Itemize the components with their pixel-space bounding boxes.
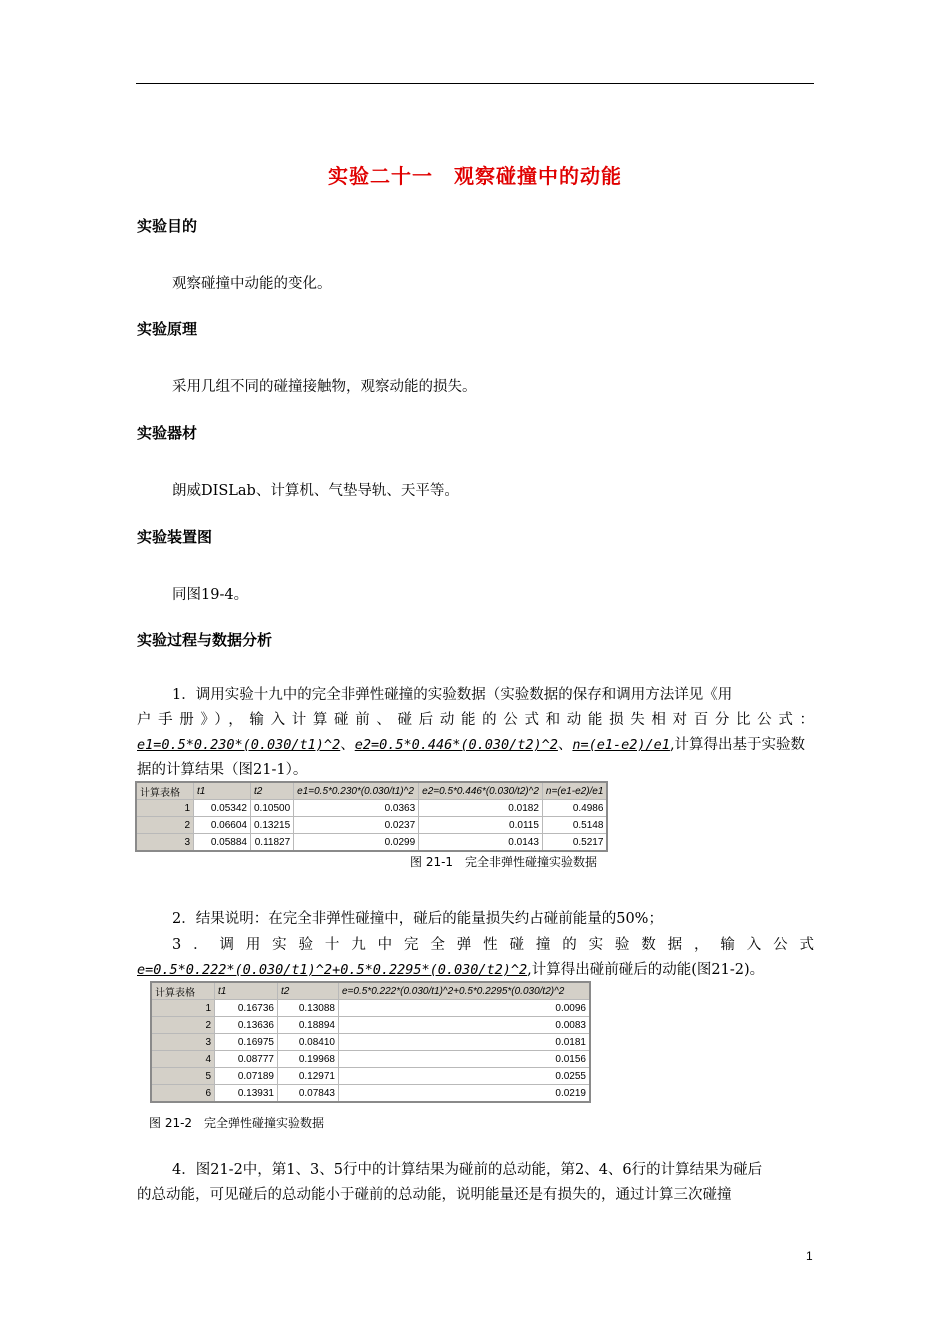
formula-e: e=0.5*0.222*(0.030/t1)^2+0.5*0.2295*(0.030/t2)^2 [137,962,528,978]
page-number: 1 [806,1249,813,1263]
table-row [136,800,607,817]
row-index: 4 [151,1051,215,1068]
table-header-row [136,782,607,800]
formula-e2: e2=0.5*0.446*(0.030/t2)^2 [354,737,558,753]
setup-heading: 实验装置图 [137,528,213,546]
table-cell: 0.11827 [251,834,294,852]
table-cell: 0.10500 [251,800,294,817]
table-cell: 0.0237 [294,817,419,834]
table-cell: 0.5148 [542,817,607,834]
table-header-row [151,982,590,1000]
table-header-cell: n=(e1-e2)/e1 [542,782,607,800]
table-cell: 0.19968 [278,1051,339,1068]
table-header-cell: e2=0.5*0.446*(0.030/t2)^2 [419,782,543,800]
table-cell: 0.0363 [294,800,419,817]
calc-table-2 [150,981,591,1103]
table-row [151,1085,590,1103]
table-cell: 0.0181 [339,1034,591,1051]
row-index: 2 [136,817,194,834]
formula-sep-1: 、 [340,737,355,753]
row-index: 3 [151,1034,215,1051]
step4-line1: 4．图21-2中，第1、3、5行中的计算结果为碰前的总动能，第2、4、6行的计算结果为碰后 [172,1162,763,1178]
equipment-heading: 实验器材 [137,424,198,442]
equipment-text: 朗威DISLab、计算机、气垫导轨、天平等。 [172,483,459,499]
table2-caption: 图 21-2 完全弹性碰撞实验数据 [149,1116,325,1130]
table-cell: 0.0219 [339,1085,591,1103]
step2-text: 2．结果说明：在完全非弹性碰撞中，碰后的能量损失约占碰前能量的50%； [172,911,663,927]
table-cell: 0.13931 [215,1085,278,1103]
table-cell: 0.05884 [194,834,251,852]
table-header-cell: t1 [194,782,251,800]
table-header-cell: e1=0.5*0.230*(0.030/t1)^2 [294,782,419,800]
step1-line4: 据的计算结果（图21-1）。 [137,762,308,778]
purpose-heading: 实验目的 [137,217,198,235]
table-row [151,1000,590,1017]
row-index: 3 [136,834,194,852]
table-header-cell: 计算表格 [136,782,194,800]
table-cell: 0.16975 [215,1034,278,1051]
table-row [136,834,607,852]
table-header-cell: 计算表格 [151,982,215,1000]
row-index: 6 [151,1085,215,1103]
table-cell: 0.0143 [419,834,543,852]
table-cell: 0.0083 [339,1017,591,1034]
table-cell: 0.18894 [278,1017,339,1034]
row-index: 1 [136,800,194,817]
calc-table-1 [135,781,608,852]
table-cell: 0.07843 [278,1085,339,1103]
table-cell: 0.07189 [215,1068,278,1085]
table-cell: 0.16736 [215,1000,278,1017]
process-heading: 实验过程与数据分析 [137,631,273,649]
table-header-cell: t1 [215,982,278,1000]
step2-paragraph [137,907,814,932]
step1-line3-tail: ,计算得出基于实验数 [669,737,806,753]
table-cell: 0.0096 [339,1000,591,1017]
formula-n: n=(e1-e2)/e1 [572,737,670,753]
step4-line2: 的总动能，可见碰后的总动能小于碰前的总动能，说明能量还是有损失的，通过计算三次碰撞 [137,1187,732,1203]
table-header-cell: t2 [251,782,294,800]
step3-line1: 3．调用实验十九中完全弹性碰撞的实验数据，输入公式 [172,937,814,953]
step1-line1: 1．调用实验十九中的完全非弹性碰撞的实验数据（实验数据的保存和调用方法详见《用 [172,687,733,703]
step4-paragraph [137,1158,814,1208]
purpose-text: 观察碰撞中动能的变化。 [172,276,332,292]
table-cell: 0.0115 [419,817,543,834]
table-cell: 0.08410 [278,1034,339,1051]
row-index: 5 [151,1068,215,1085]
table-cell: 0.0182 [419,800,543,817]
setup-text: 同图19-4。 [172,587,249,603]
table-header-cell: t2 [278,982,339,1000]
step3-tail: ,计算得出碰前碰后的动能(图21-2)。 [527,962,765,978]
step3-paragraph [137,933,814,983]
table-cell: 0.0156 [339,1051,591,1068]
table-row [151,1068,590,1085]
table-row [151,1051,590,1068]
step1-line2: 户手册》），输入计算碰前、碰后动能的公式和动能损失相对百分比公式： [137,712,814,728]
formula-sep-2: 、 [557,737,573,753]
page-title: 实验二十一 观察碰撞中的动能 [328,164,622,188]
table-row [136,817,607,834]
table-cell: 0.4986 [542,800,607,817]
header-rule [136,83,814,84]
table-cell: 0.13215 [251,817,294,834]
step1-paragraph [137,683,814,783]
table-cell: 0.0299 [294,834,419,852]
table-cell: 0.0255 [339,1068,591,1085]
table-row [151,1034,590,1051]
table-cell: 0.12971 [278,1068,339,1085]
table-cell: 0.13636 [215,1017,278,1034]
table-cell: 0.13088 [278,1000,339,1017]
table-row [151,1017,590,1034]
row-index: 1 [151,1000,215,1017]
table-cell: 0.5217 [542,834,607,852]
formula-e1: e1=0.5*0.230*(0.030/t1)^2 [137,737,341,753]
table-header-cell: e=0.5*0.222*(0.030/t1)^2+0.5*0.2295*(0.030/t2)^2 [339,982,591,1000]
principle-text: 采用几组不同的碰撞接触物，观察动能的损失。 [172,379,477,395]
table1-caption: 图 21-1 完全非弹性碰撞实验数据 [410,855,598,869]
principle-heading: 实验原理 [137,320,198,338]
table-cell: 0.06604 [194,817,251,834]
table-cell: 0.05342 [194,800,251,817]
table-cell: 0.08777 [215,1051,278,1068]
row-index: 2 [151,1017,215,1034]
